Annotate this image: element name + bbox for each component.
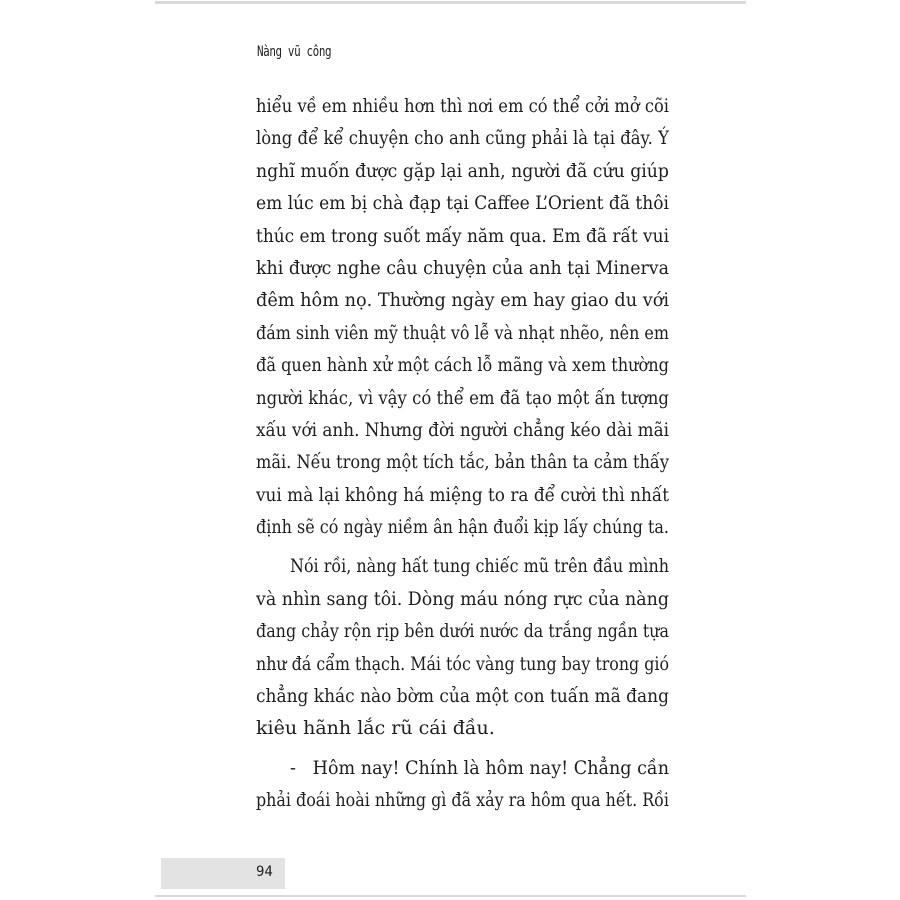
text-line: người khác, vì vậy có thể em đã tạo một ấn tượng — [256, 386, 669, 409]
text-line: chẳng khác nào bờm của một con tuấn mã đang — [256, 685, 669, 708]
paragraph-2 — [256, 550, 669, 744]
running-title: Nàng vũ công — [257, 44, 332, 60]
body-text — [256, 90, 669, 817]
text-line: và nhìn sang tôi. Dòng máu nóng rực của nàng — [256, 587, 669, 610]
text-line: kiêu hãnh lắc rũ cái đầu. — [256, 717, 495, 740]
text-line: Nói rồi, nàng hất tung chiếc mũ trên đầu mình — [290, 555, 669, 578]
text-line: đám sinh viên mỹ thuật vô lễ và nhạt nhẽo, nên em — [256, 321, 669, 344]
text-line: lòng để kể chuyện cho anh cũng phải là tại đây. Ý — [256, 127, 669, 150]
text-line: phải đoái hoài những gì đã xảy ra hôm qua hết. Rồi — [256, 789, 669, 812]
text-line: đêm hôm nọ. Thường ngày em hay giao du với — [256, 289, 669, 312]
text-line: xấu với anh. Nhưng đời người chẳng kéo dài mãi — [256, 418, 669, 441]
text-line: nghĩ muốn được gặp lại anh, người đã cứu giúp — [256, 159, 669, 182]
text-line: định sẽ có ngày niềm ân hận đuổi kịp lấy chúng ta. — [256, 516, 669, 539]
text-line: hiểu về em nhiều hơn thì nơi em có thể cởi mở cõi — [256, 95, 669, 117]
paragraph-3 — [256, 752, 669, 817]
top-rule — [155, 1, 746, 4]
text-line: thúc em trong suốt mấy năm qua. Em đã rất vui — [256, 224, 669, 247]
paragraph-1 — [256, 90, 669, 543]
bottom-rule — [155, 895, 746, 897]
text-line: vui mà lại không há miệng to ra để cười thì nhất — [256, 483, 669, 506]
text-line: khi được nghe câu chuyện của anh tại Minerva — [256, 256, 669, 279]
page-number: 94 — [256, 864, 273, 880]
text-line: - Hôm nay! Chính là hôm nay! Chẳng cần — [290, 756, 669, 779]
text-line: em lúc em bị chà đạp tại Caffee L’Orient đã thôi — [256, 192, 669, 215]
text-line: như đá cẩm thạch. Mái tóc vàng tung bay trong gió — [256, 652, 669, 675]
text-line: đang chảy rộn rịp bên dưới nước da trắng ngần tựa — [256, 620, 669, 643]
text-line: mãi. Nếu trong một tích tắc, bản thân ta cảm thấy — [256, 451, 669, 474]
text-line: đã quen hành xử một cách lỗ mãng và xem thường — [256, 354, 669, 377]
